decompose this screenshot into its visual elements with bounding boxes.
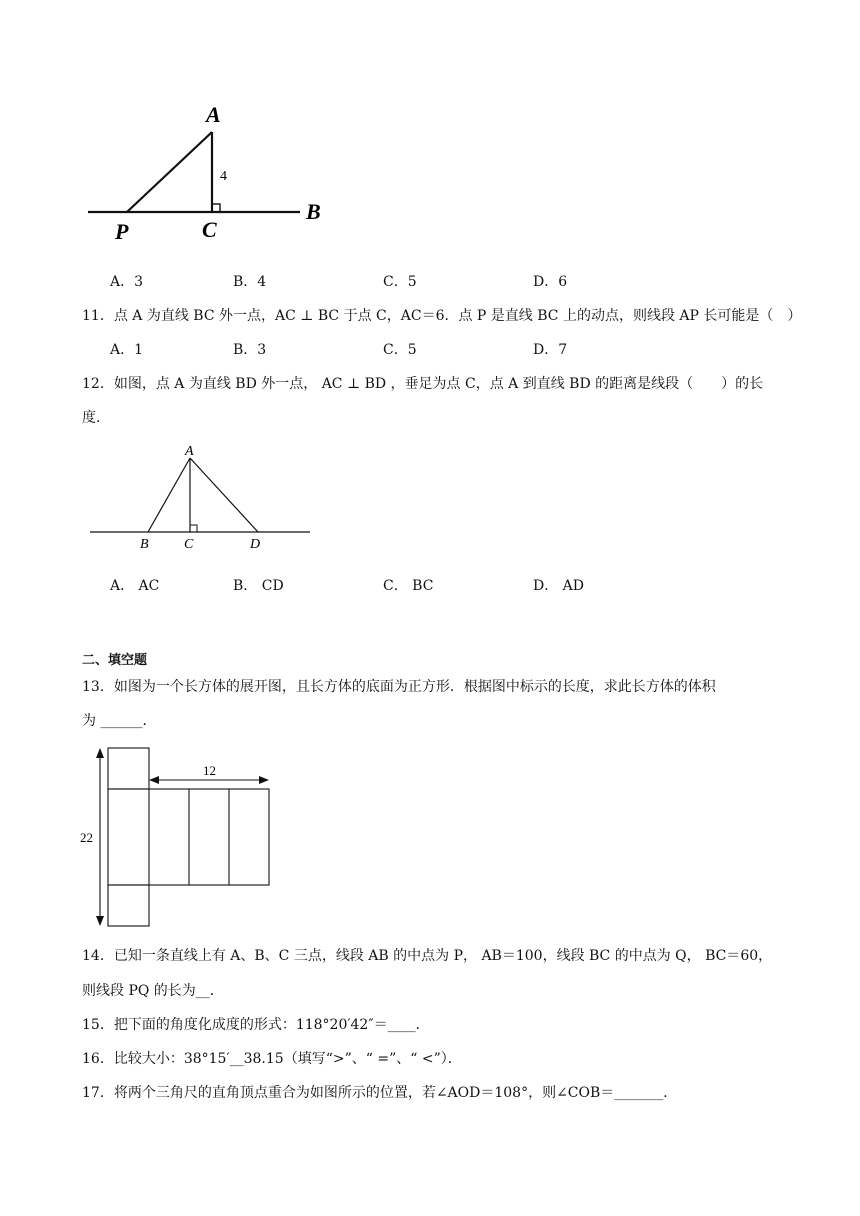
- dim-height-label: 22: [80, 830, 93, 845]
- q11-option-b: B．3: [233, 342, 267, 358]
- net-bottom-face: [108, 885, 149, 926]
- net-top-face: [108, 748, 149, 789]
- label-a: A: [206, 102, 221, 127]
- segment-pa: [127, 132, 212, 212]
- q12-text-line2: 度．: [82, 410, 110, 426]
- dim-width-arrow-left: [149, 776, 159, 784]
- right-angle-mark: [212, 204, 220, 212]
- dim-width-label: 12: [203, 763, 216, 778]
- dim-width-arrow-right: [259, 776, 269, 784]
- q12-option-d: D． AD: [533, 578, 585, 594]
- q15-text: 15．把下面的角度化成度的形式：118°20′42″＝____．: [82, 1017, 430, 1033]
- label-b: B: [306, 199, 321, 224]
- q14-text-line1: 14．已知一条直线上有 A、B、C 三点，线段 AB 的中点为 P， AB＝100，线段 BC 的中点为 Q， BC＝60，: [82, 948, 773, 964]
- label-p: P: [115, 219, 129, 244]
- dim-height-arrow-bottom: [96, 916, 104, 926]
- q13-text-line1: 13．如图为一个长方体的展开图，且长方体的底面为正方形．根据图中标示的长度，求此长方体的体积: [82, 679, 716, 695]
- q11-option-d: D．7: [533, 342, 568, 358]
- q12-option-c: C． BC: [383, 578, 434, 594]
- q16-text: 16．比较大小：38°15′__38.15（填写“>”、“ =”、“ <”）．: [82, 1051, 462, 1067]
- label-d: D: [250, 537, 261, 552]
- q13-text-line2: 为 ______．: [82, 713, 157, 729]
- figure-cuboid-net: [78, 744, 278, 930]
- figure-triangle-abd: [88, 440, 318, 555]
- label-b: B: [140, 537, 149, 552]
- dim-height-arrow-top: [96, 748, 104, 758]
- label-a: A: [185, 444, 194, 459]
- segment-ab: [148, 458, 190, 532]
- q10-option-b: B．4: [233, 274, 267, 290]
- q11-option-c: C．5: [383, 342, 417, 358]
- label-len: 4: [220, 169, 227, 184]
- q12-option-b: B． CD: [233, 578, 284, 594]
- q10-option-c: C．5: [383, 274, 417, 290]
- q11-option-a: A．1: [110, 342, 144, 358]
- right-angle-mark: [190, 525, 197, 532]
- segment-ad: [190, 458, 258, 532]
- q12-option-a: A． AC: [110, 578, 160, 594]
- q10-option-a: A．3: [110, 274, 144, 290]
- q17-text: 17．将两个三角尺的直角顶点重合为如图所示的位置，若∠AOD＝108°，则∠COB＝_______．: [82, 1085, 678, 1101]
- q10-option-d: D．6: [533, 274, 568, 290]
- label-c: C: [202, 217, 217, 242]
- figure-triangle-apc: [82, 98, 342, 248]
- q12-text-line1: 12．如图，点 A 为直线 BD 外一点， AC ⊥ BD ，垂足为点 C，点 A 到直线 BD 的距离是线段（ ）的长: [82, 376, 764, 392]
- section-title: 二、填空题: [82, 653, 148, 668]
- label-c: C: [184, 537, 194, 552]
- q14-text-line2: 则线段 PQ 的长为__．: [82, 983, 224, 999]
- q11-text: 11．点 A 为直线 BC 外一点，AC ⊥ BC 于点 C，AC＝6．点 P 是直线 BC 上的动点，则线段 AP 长可能是（ ）: [82, 308, 802, 324]
